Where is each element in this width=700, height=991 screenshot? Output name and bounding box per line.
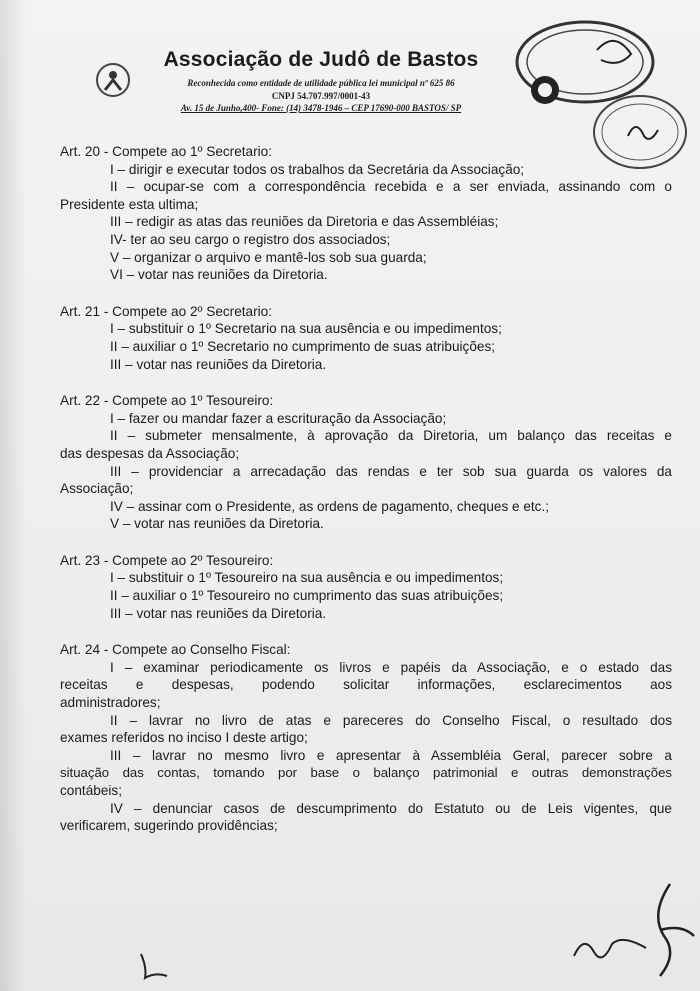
article-21: [60, 303, 672, 373]
article-clause: II – auxiliar o 1º Tesoureiro no cumprimento das suas atribuições;: [110, 588, 504, 604]
article-clause: IV – assinar com o Presidente, as ordens de pagamento, cheques e etc.;: [110, 498, 550, 514]
article-clause-cont: das despesas da Associação;: [60, 445, 240, 461]
article-heading: Art. 24 - Compete ao Conselho Fiscal:: [60, 642, 291, 658]
article-clause: III – votar nas reuniões da Diretoria.: [110, 605, 327, 621]
page-shadow: [0, 0, 26, 991]
cnpj-line: CNPJ 54.707.997/0001-43: [271, 91, 371, 101]
article-22: [60, 392, 672, 533]
initials-signature: [135, 950, 175, 989]
article-clause-cont: verificarem, sugerindo providências;: [60, 818, 278, 834]
article-heading: Art. 22 - Compete ao 1º Tesoureiro:: [60, 393, 274, 409]
article-clause: III – lavrar no mesmo livro e apresentar à Assembléia Geral, parecer sobre a: [110, 747, 672, 763]
article-clause-cont: receitas e despesas, podendo solicitar informações, esclarecimentos aos: [60, 677, 672, 693]
article-clause: I – substituir o 1º Secretario na sua ausência e ou impedimentos;: [110, 321, 502, 337]
article-heading: Art. 20 - Compete ao 1º Secretario:: [60, 144, 272, 159]
article-clause: I – fazer ou mandar fazer a escrituração da Associação;: [110, 410, 447, 426]
article-clause: VI – votar nas reuniões da Diretoria.: [110, 267, 328, 283]
article-clause: I – examinar periodicamente os livros e papéis da Associação, e o estado das: [110, 659, 672, 675]
article-clause: V – organizar o arquivo e mantê-los sob sua guarda;: [110, 249, 427, 265]
article-clause-cont: Associação;: [60, 481, 134, 497]
article-clause: III – providenciar a arrecadação das rendas e ter sob sua guarda os valores da: [110, 463, 672, 479]
article-clause: I – substituir o 1º Tesoureiro na sua ausência e ou impedimentos;: [110, 570, 504, 586]
article-clause-cont: situação das contas, tomando por base o balanço patrimonial e outras demonstrações: [60, 765, 672, 781]
document-subtitle: Reconhecida como entidade de utilidade pública lei municipal nº 625 86: [187, 78, 455, 88]
signature: [640, 880, 698, 985]
signature: [570, 928, 650, 973]
article-heading: Art. 21 - Compete ao 2º Secretario:: [60, 303, 272, 319]
article-clause-cont: contábeis;: [60, 783, 122, 798]
article-clause: IV – denunciar casos de descumprimento do Estatuto ou de Leis vigentes, que: [110, 800, 672, 816]
article-clause: IV- ter ao seu cargo o registro dos associados;: [110, 231, 391, 247]
document-title: Associação de Judô de Bastos: [163, 48, 479, 71]
article-clause-cont: Presidente esta ultima;: [60, 196, 199, 212]
article-20: [60, 143, 672, 284]
article-clause: II – ocupar-se com a correspondência recebida e a ser enviada, assinando com o: [110, 179, 672, 195]
document-body: [60, 143, 672, 835]
address-line: Av. 15 de Junho,400- Fone: (14) 3478-1946 – CEP 17690-000 BASTOS/ SP: [180, 103, 462, 113]
article-clause: I – dirigir e executar todos os trabalhos da Secretária da Associação;: [110, 161, 525, 177]
judo-logo: [95, 62, 131, 103]
article-clause: II – lavrar no livro de atas e pareceres do Conselho Fiscal, o resultado dos: [110, 712, 672, 728]
article-clause-cont: exames referidos no inciso I deste artigo;: [60, 730, 308, 746]
article-heading: Art. 23 - Compete ao 2º Tesoureiro:: [60, 552, 274, 568]
article-clause: II – auxiliar o 1º Secretario no cumprimento de suas atribuições;: [110, 338, 496, 354]
article-clause-cont: administradores;: [60, 695, 161, 711]
article-23: [60, 552, 672, 622]
article-clause: III – votar nas reuniões da Diretoria.: [110, 356, 327, 372]
article-clause: II – submeter mensalmente, à aprovação da Diretoria, um balanço das receitas e: [110, 428, 672, 444]
article-24: [60, 641, 672, 835]
article-clause: III – redigir as atas das reuniões da Diretoria e das Assembléias;: [110, 214, 499, 230]
article-clause: V – votar nas reuniões da Diretoria.: [110, 516, 324, 532]
